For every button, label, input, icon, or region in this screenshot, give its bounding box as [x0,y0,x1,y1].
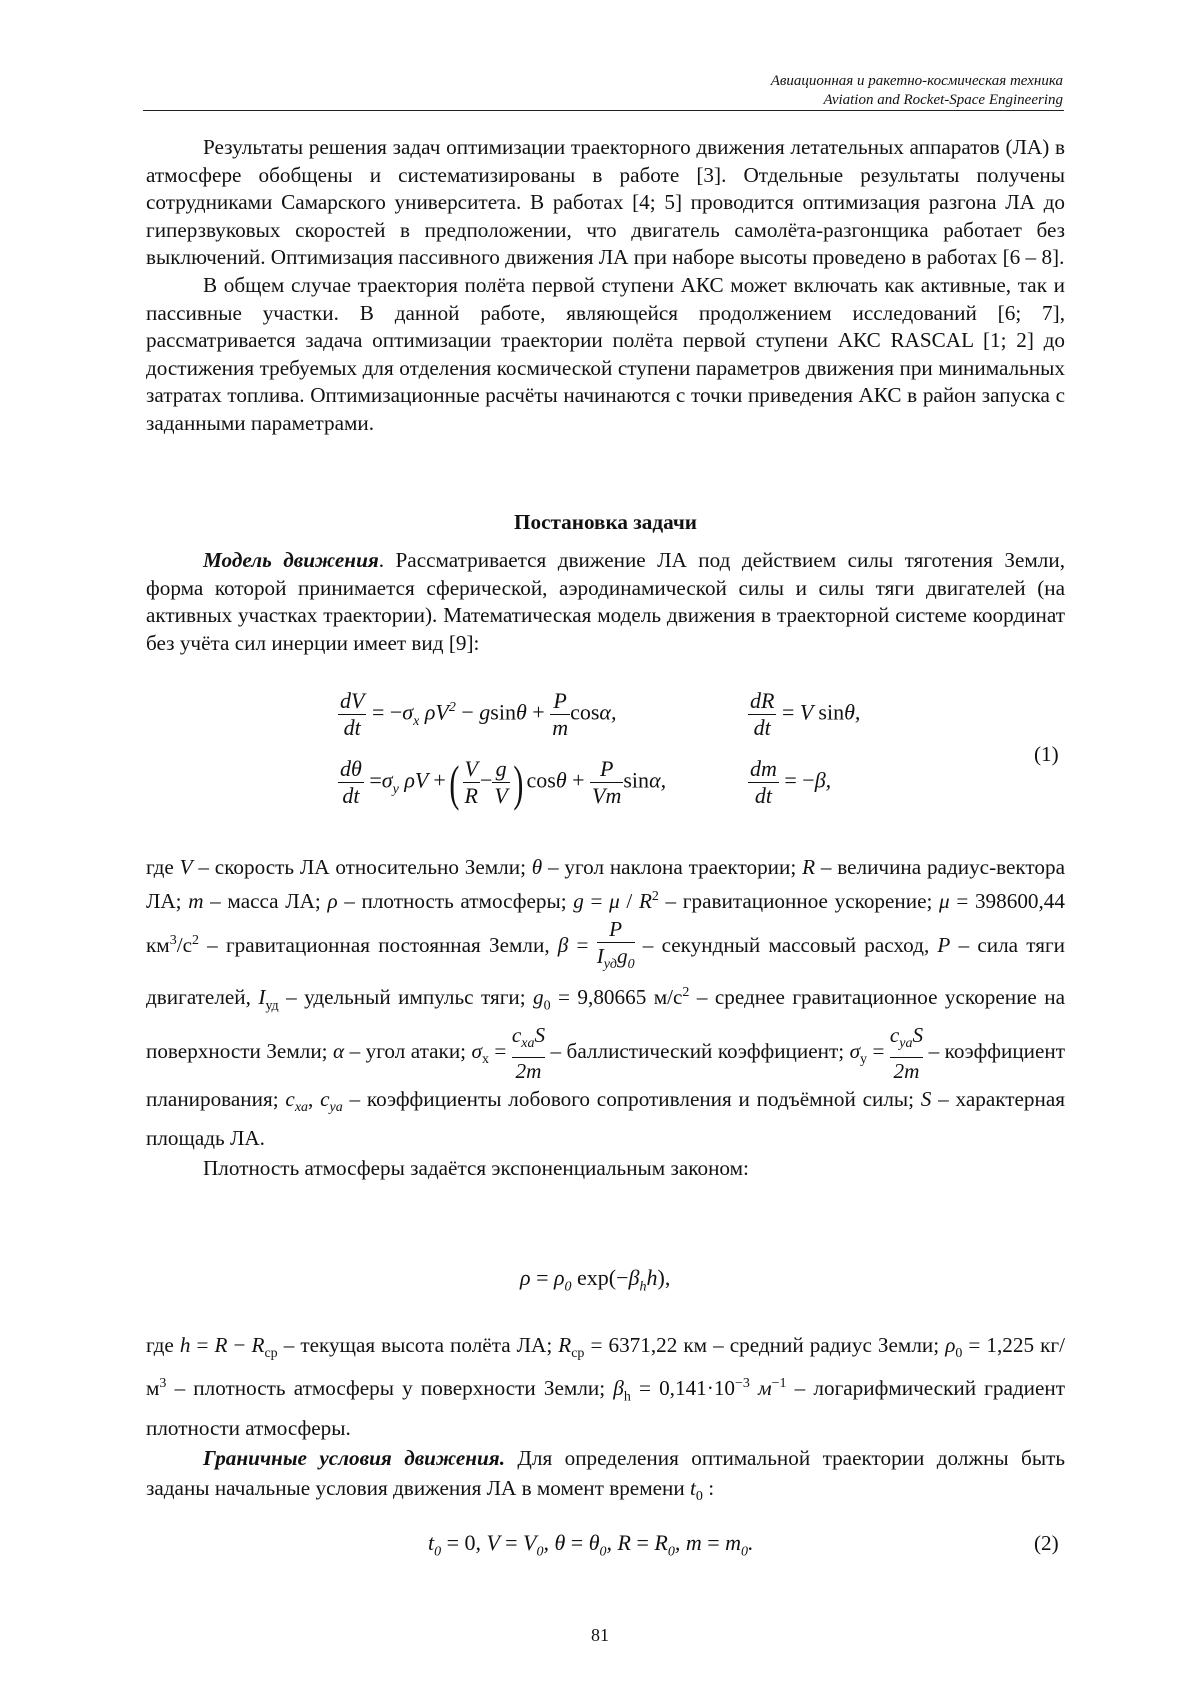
equation-2-number: (2) [1034,1531,1059,1555]
equation-1-row-2b: $\frac{dm}{dt}$ = −β, [750,756,832,808]
equation-1-row-1b: $\frac{dR}{dt}$ = V sinθ, [750,688,861,740]
journal-header [771,72,1063,110]
intro-text [146,134,1065,438]
paragraph-1: Результаты решения задач оптимизации траекторного движения летательных аппаратов (ЛА) в атмосфере обобщены и систематизированы в работе [3]. Отдельные результаты получены сотрудниками Самарского университета. В работах [4; 5] проводится оптимизация разгона ЛА до гиперзвуковых скоростей в предположении, что двигатель самолёта-разгонщика работает без выключений. Оптимизация пассивного движения ЛА при наборе высоты проведено в работах [6 – 8]. [146,135,1065,270]
paragraph-4: Плотность атмосферы задаётся экспоненциальным законом: [203,1156,749,1181]
equation-1-number: (1) [1034,742,1059,766]
paragraph-5: Граничные условия движения. Для определения оптимальной траектории должны быть заданы начальные условия движения ЛА в момент времени $t_0$ : [146,1445,1065,1504]
paragraph-3-body: . Рассматривается движение ЛА под действием силы тяготения Земли, форма которой принимается сферической, аэродинамической силы и силы тяги двигателей (на активных участках траектории). Математическая модель движения в траекторной системе координат без учёта сил инерции имеет вид [9]: [146,548,1065,655]
variables-text [146,852,1065,1183]
model-text [146,547,1065,657]
header-rule [143,110,1064,111]
density-formula: $\rho = \rho_0$ $\exp(-\beta_hh)$, [520,1265,671,1295]
paragraph-2: В общем случае траектория полёта первой ступени АКС может включать как активные, так и пассивные участки. В данной работе, являющейся продолжением исследований [6; 7], рассматривается задача оптимизации траектории полёта первой ступени АКС RASCAL [1; 2] до достижения требуемых для отделения космической ступени параметров движения при минимальных затратах топлива. Оптимизационные расчёты начинаются с точки приведения АКС в район запуска с заданными параметрами. [146,272,1065,435]
variables-paragraph: где V – скорость ЛА относительно Земли; θ – угол наклона траектории; R – величина радиус-вектора ЛА; m – масса ЛА; ρ – плотность атмосферы; $g = \mu / R^2$ – гравитационное ускорение; μ = 398600,44 $км^3/с^2$ – гравитационная постоянная Земли, β = $\frac{P}{I_{уд}g_0}$ – секундный массовый расход, P – сила тяги двигателей, $I_{уд}$ – удельный импульс тяги; $g_0 = 9,80665$ $м/с^2$ – среднее гравитационное ускорение на поверхности Земли; α – угол атаки; $\sigma_x$ = $\frac{c_{xa}S}{2m}$ – баллистический коэффициент; $\sigma_y$ = $\frac{c_{ya}S}{2m}$ – коэффициент планирования; $c_{xa}$, $c_{ya}$ – коэффициенты лобового сопротивления и подъёмной силы; S – характерная площадь ЛА. [146,855,1066,1151]
page-number: 81 [591,1625,609,1645]
density-text [146,1330,1065,1512]
paragraph-3 [146,547,1065,657]
density-paragraph: где $h = R - R_{ср}$ – текущая высота полёта ЛА; $R_{ср} = 6371,22$ км – средний радиус Земли; $\rho_0 = 1,225$ $кг/м^3$ – плотность атмосферы у поверхности Земли; $\beta_h = 0,141\cdot 10^{-3}$ $м^{-1}$ – логарифмический градиент плотности атмосферы. [146,1333,1065,1440]
equation-1-row-1: $\frac{dV}{dt}$ = $-\sigma_x$ $\rho V^2 - gsin\theta$ + $\frac{P}{m}$ cosα, [340,688,617,740]
equation-2: $t_0 = 0$, $V = V_0$, $\theta = \theta_0$, $R = R_0$, $m = m_0$. [428,1530,754,1560]
journal-title-en: Aviation and Rocket-Space Engineering [823,92,1063,108]
section-title: Постановка задачи [514,510,697,534]
journal-title-ru: Авиационная и ракетно-космическая техника [770,73,1063,89]
equation-1-row-2: $\frac{d\theta}{dt}$ $=\sigma_y$ ρV +( $\frac{V}{R}$ − $\frac{g}{V}$ ) cosθ + $\frac{P}{Vm}$ sinα, [340,754,667,811]
paragraph-3-lead: Модель движения [203,548,379,572]
paragraph-5-lead: Граничные условия движения. [203,1445,506,1470]
